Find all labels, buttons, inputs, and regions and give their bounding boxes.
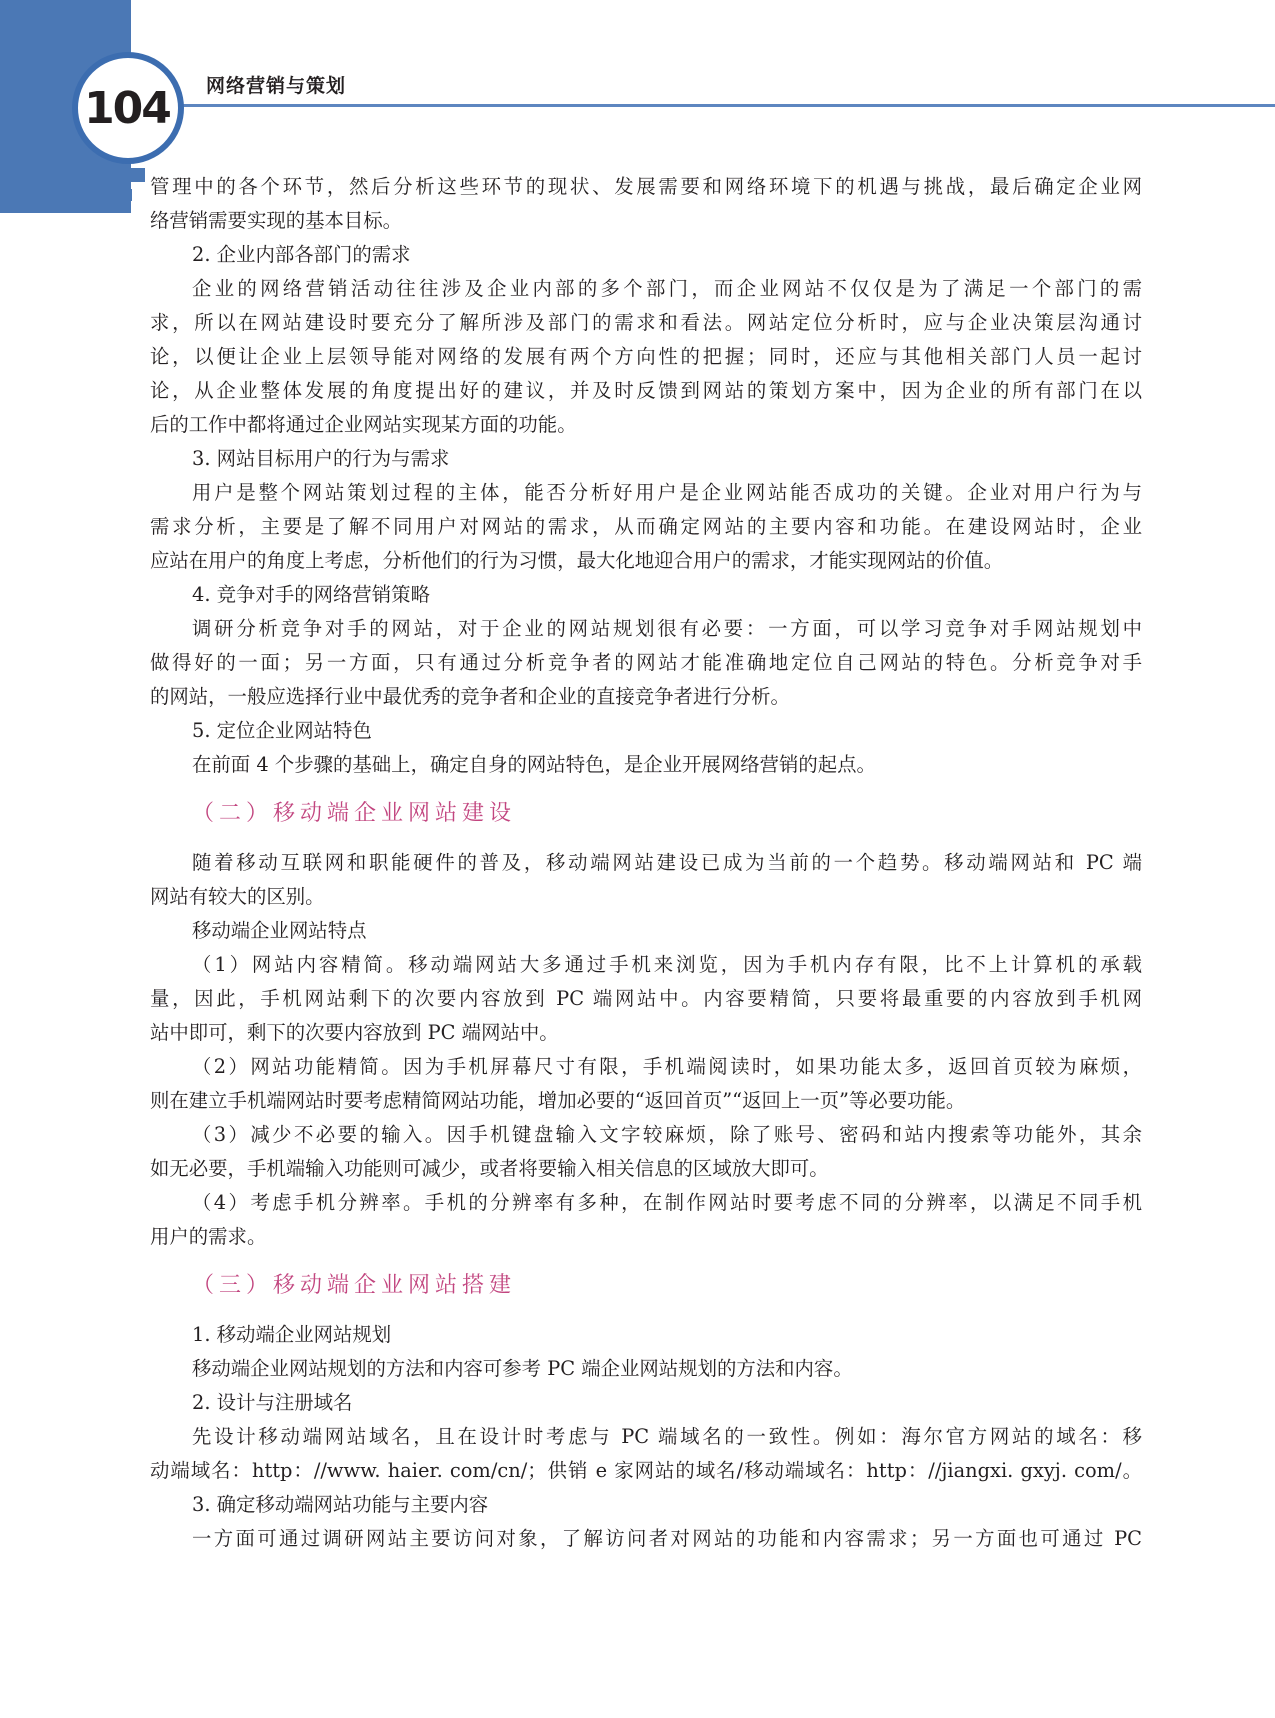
page-body <box>150 170 1142 1556</box>
paragraph-line: 一方面可通过调研网站主要访问对象，了解访问者对网站的功能和内容需求；另一方面也可通过 PC <box>192 1527 1142 1550</box>
paragraph-line: 动端域名：http：//www. haier. com/cn/；供销 e 家网站的域名/移动端域名：http：//jiangxi. gxyj. com/。 <box>150 1459 1142 1482</box>
paragraph-line: 企业的网络营销活动往往涉及企业内部的多个部门，而企业网站不仅仅是为了满足一个部门的需 <box>192 277 1142 300</box>
subheading: 5. 定位企业网站特色 <box>192 719 372 742</box>
running-header-title: 网络营销与策划 <box>206 75 347 97</box>
paragraph-line: 随着移动互联网和职能硬件的普及，移动端网站建设已成为当前的一个趋势。移动端网站和 PC 端 <box>192 851 1142 874</box>
subheading: 2. 设计与注册域名 <box>192 1391 353 1414</box>
pixel-decoration <box>99 201 111 213</box>
paragraph-line: 后的工作中都将通过企业网站实现某方面的功能。 <box>150 413 577 436</box>
subheading: 2. 企业内部各部门的需求 <box>192 243 411 266</box>
paragraph-line: （4）考虑手机分辨率。手机的分辨率有多种，在制作网站时要考虑不同的分辨率，以满足不同手机 <box>192 1191 1142 1214</box>
paragraph-line: 论，以便让企业上层领导能对网络的发展有两个方向性的把握；同时，还应与其他相关部门人员一起讨 <box>150 345 1142 368</box>
paragraph-line: （2）网站功能精简。因为手机屏幕尺寸有限，手机端阅读时，如果功能太多，返回首页较为麻烦， <box>192 1055 1142 1078</box>
paragraph-line: 用户的需求。 <box>150 1225 267 1248</box>
paragraph-line: 需求分析，主要是了解不同用户对网站的需求，从而确定网站的主要内容和功能。在建设网站时，企业 <box>150 515 1142 538</box>
subheading: 3. 确定移动端网站功能与主要内容 <box>192 1493 489 1516</box>
paragraph-line: 络营销需要实现的基本目标。 <box>150 209 403 232</box>
paragraph-line: （3）减少不必要的输入。因手机键盘输入文字较麻烦，除了账号、密码和站内搜索等功能外，其余 <box>192 1123 1142 1146</box>
header-rule <box>160 104 1275 107</box>
paragraph-line: 移动端企业网站规划的方法和内容可参考 PC 端企业网站规划的方法和内容。 <box>192 1357 853 1380</box>
page-number-badge <box>72 52 184 164</box>
subheading: 1. 移动端企业网站规划 <box>192 1323 392 1346</box>
paragraph-line: 网站有较大的区别。 <box>150 885 325 908</box>
page-number: 104 <box>84 82 170 134</box>
paragraph-line: 则在建立手机端网站时要考虑精简网站功能，增加必要的“返回首页”“返回上一页”等必要功能。 <box>150 1089 966 1112</box>
paragraph-line: 如无必要，手机端输入功能则可减少，或者将要输入相关信息的区域放大即可。 <box>150 1157 829 1180</box>
paragraph-line: 站中即可，剩下的次要内容放到 PC 端网站中。 <box>150 1021 559 1044</box>
paragraph-line: 做得好的一面；另一方面，只有通过分析竞争者的网站才能准确地定位自己网站的特色。分析竞争对手 <box>150 651 1142 674</box>
paragraph-line: 求，所以在网站建设时要充分了解所涉及部门的需求和看法。网站定位分析时，应与企业决策层沟通讨 <box>150 311 1142 334</box>
subheading: 4. 竞争对手的网络营销策略 <box>192 583 430 606</box>
section-heading: （二）移动端企业网站建设 <box>192 801 517 826</box>
subheading: 移动端企业网站特点 <box>192 919 367 942</box>
pixel-decoration <box>118 189 132 201</box>
paragraph-line: （1）网站内容精简。移动端网站大多通过手机来浏览，因为手机内存有限，比不上计算机的承载 <box>192 953 1142 976</box>
section-heading: （三）移动端企业网站搭建 <box>192 1273 517 1298</box>
pixel-decoration <box>131 168 145 182</box>
paragraph-line: 应站在用户的角度上考虑，分析他们的行为习惯，最大化地迎合用户的需求，才能实现网站的价值。 <box>150 549 1004 572</box>
paragraph-line: 先设计移动端网站域名，且在设计时考虑与 PC 端域名的一致性。例如：海尔官方网站的域名：移 <box>192 1425 1142 1448</box>
paragraph-line: 管理中的各个环节，然后分析这些环节的现状、发展需要和网络环境下的机遇与挑战，最后确定企业网 <box>150 175 1142 198</box>
paragraph-line: 在前面 4 个步骤的基础上，确定自身的网站特色，是企业开展网络营销的起点。 <box>192 753 876 776</box>
subheading: 3. 网站目标用户的行为与需求 <box>192 447 450 470</box>
paragraph-line: 论，从企业整体发展的角度提出好的建议，并及时反馈到网站的策划方案中，因为企业的所有部门在以 <box>150 379 1142 402</box>
paragraph-line: 量，因此，手机网站剩下的次要内容放到 PC 端网站中。内容要精简，只要将最重要的内容放到手机网 <box>150 987 1142 1010</box>
paragraph-line: 调研分析竞争对手的网站，对于企业的网站规划很有必要：一方面，可以学习竞争对手网站规划中 <box>192 617 1142 640</box>
paragraph-line: 的网站，一般应选择行业中最优秀的竞争者和企业的直接竞争者进行分析。 <box>150 685 790 708</box>
paragraph-line: 用户是整个网站策划过程的主体，能否分析好用户是企业网站能否成功的关键。企业对用户行为与 <box>192 481 1142 504</box>
